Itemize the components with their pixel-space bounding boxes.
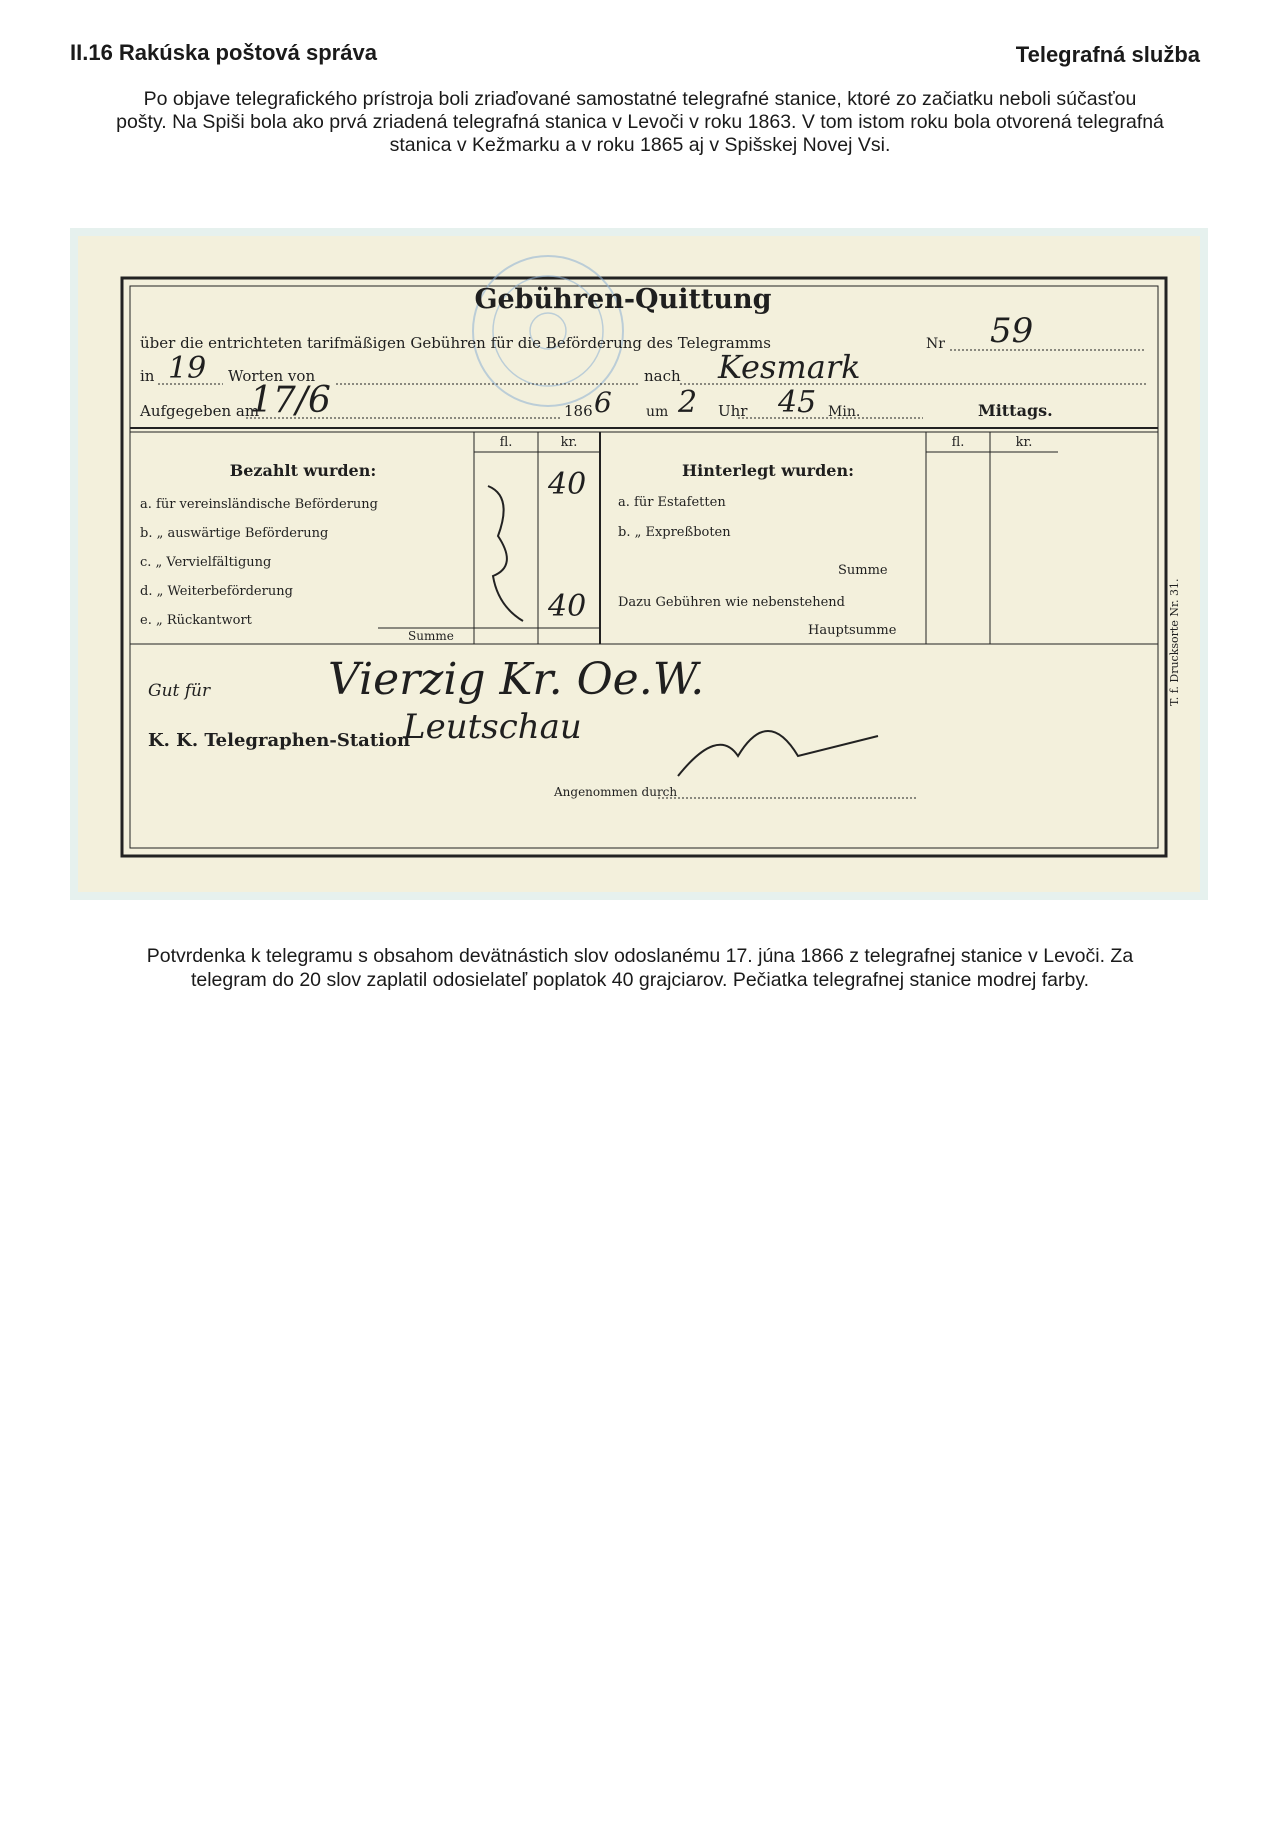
document-photo-frame — [70, 228, 1208, 900]
paid-kr-value: 40 — [548, 467, 587, 502]
telegram-receipt-photo — [78, 236, 1200, 892]
paid-item: d. „ Weiterbeförderung — [140, 584, 293, 599]
paid-header: Bezahlt wurden: — [229, 461, 377, 480]
hour-label: um — [646, 404, 669, 420]
min-label: Min. — [828, 404, 861, 420]
paid-total-kr: 40 — [548, 589, 587, 624]
summe-right: Summe — [838, 563, 888, 578]
receipt-number-value: 59 — [990, 311, 1034, 351]
section-title: II.16 Rakúska poštová správa — [70, 40, 377, 65]
paid-item: a. für vereinsländische Beförderung — [140, 497, 378, 512]
paid-item: c. „ Vervielfältigung — [140, 555, 272, 570]
deposited-item: a. für Estafetten — [618, 495, 726, 510]
intro-paragraph — [80, 88, 1200, 157]
paid-item: e. „ Rückantwort — [140, 613, 252, 628]
gut-fuer-value: Vierzig Kr. Oe.W. — [328, 654, 705, 705]
year-prefix: 186 — [564, 402, 593, 420]
caption-line: telegram do 20 slov zaplatil odosielateľ poplatok 40 grajciarov. Pečiatka telegrafnej stanice modrej farby. — [190, 969, 1090, 991]
telegram-receipt — [78, 236, 1200, 892]
receipt-in-label: in — [140, 367, 155, 385]
hauptsumme-label: Hauptsumme — [808, 623, 897, 638]
receipt-title: Gebühren-Quittung — [474, 284, 772, 315]
caption-line: Potvrdenka k telegramu s obsahom devätnástich slov odoslanému 17. júna 1866 z telegrafnej stanice v Levoči. Za — [146, 945, 1134, 967]
gut-fuer-label: Gut für — [148, 681, 211, 701]
dazu-label: Dazu Gebühren wie nebenstehend — [618, 595, 845, 610]
col-fl-right: fl. — [951, 435, 965, 450]
paid-item: b. „ auswärtige Beförderung — [140, 526, 329, 541]
topic-title: Telegrafná služba — [1015, 42, 1200, 67]
photo-caption — [80, 944, 1200, 992]
signature-stroke — [678, 731, 878, 776]
station-label: K. K. Telegraphen-Station — [148, 730, 411, 751]
summe-left: Summe — [408, 629, 454, 643]
receipt-words-label: Worten von — [228, 367, 316, 385]
words-count-value: 19 — [168, 351, 207, 386]
hour-value: 2 — [678, 385, 698, 420]
station-value: Leutschau — [403, 707, 582, 747]
angenommen-label: Angenommen durch — [554, 785, 678, 799]
intro-line: stanica v Kežmarku a v roku 1865 aj v Spišskej Novej Vsi. — [389, 134, 891, 156]
year-suffix: 6 — [594, 386, 612, 419]
receipt-nach-label: nach — [644, 367, 681, 385]
deposited-item: b. „ Expreßboten — [618, 525, 731, 540]
date-value: 17/6 — [250, 380, 331, 421]
print-form-number: T. f. Drucksorte Nr. 31. — [1168, 578, 1181, 706]
intro-line: Po objave telegrafického prístroja boli zriaďované samostatné telegrafné stanice, ktoré zo začiatku neboli súčasťou — [143, 88, 1137, 110]
minutes-value: 45 — [778, 385, 817, 420]
deposited-header: Hinterlegt wurden: — [682, 461, 854, 480]
destination-value: Kesmark — [718, 348, 861, 386]
brace-stroke — [488, 486, 523, 621]
col-fl: fl. — [499, 435, 513, 450]
receipt-number-label: Nr — [926, 336, 945, 352]
receipt-outer-border — [122, 278, 1166, 856]
col-kr-right: kr. — [1015, 435, 1033, 450]
receipt-line1: über die entrichteten tarifmäßigen Gebühren für die Beförderung des Telegramms — [140, 334, 771, 352]
col-kr: kr. — [560, 435, 578, 450]
intro-line: pošty. Na Spiši bola ako prvá zriadená telegrafná stanica v Levoči v roku 1863. V tom istom roku bola otvorená telegrafná — [116, 111, 1164, 133]
receipt-aufgegeben-label: Aufgegeben am — [140, 402, 260, 420]
mittags-label: Mittags. — [978, 401, 1053, 420]
uhr-label: Uhr — [718, 402, 748, 420]
